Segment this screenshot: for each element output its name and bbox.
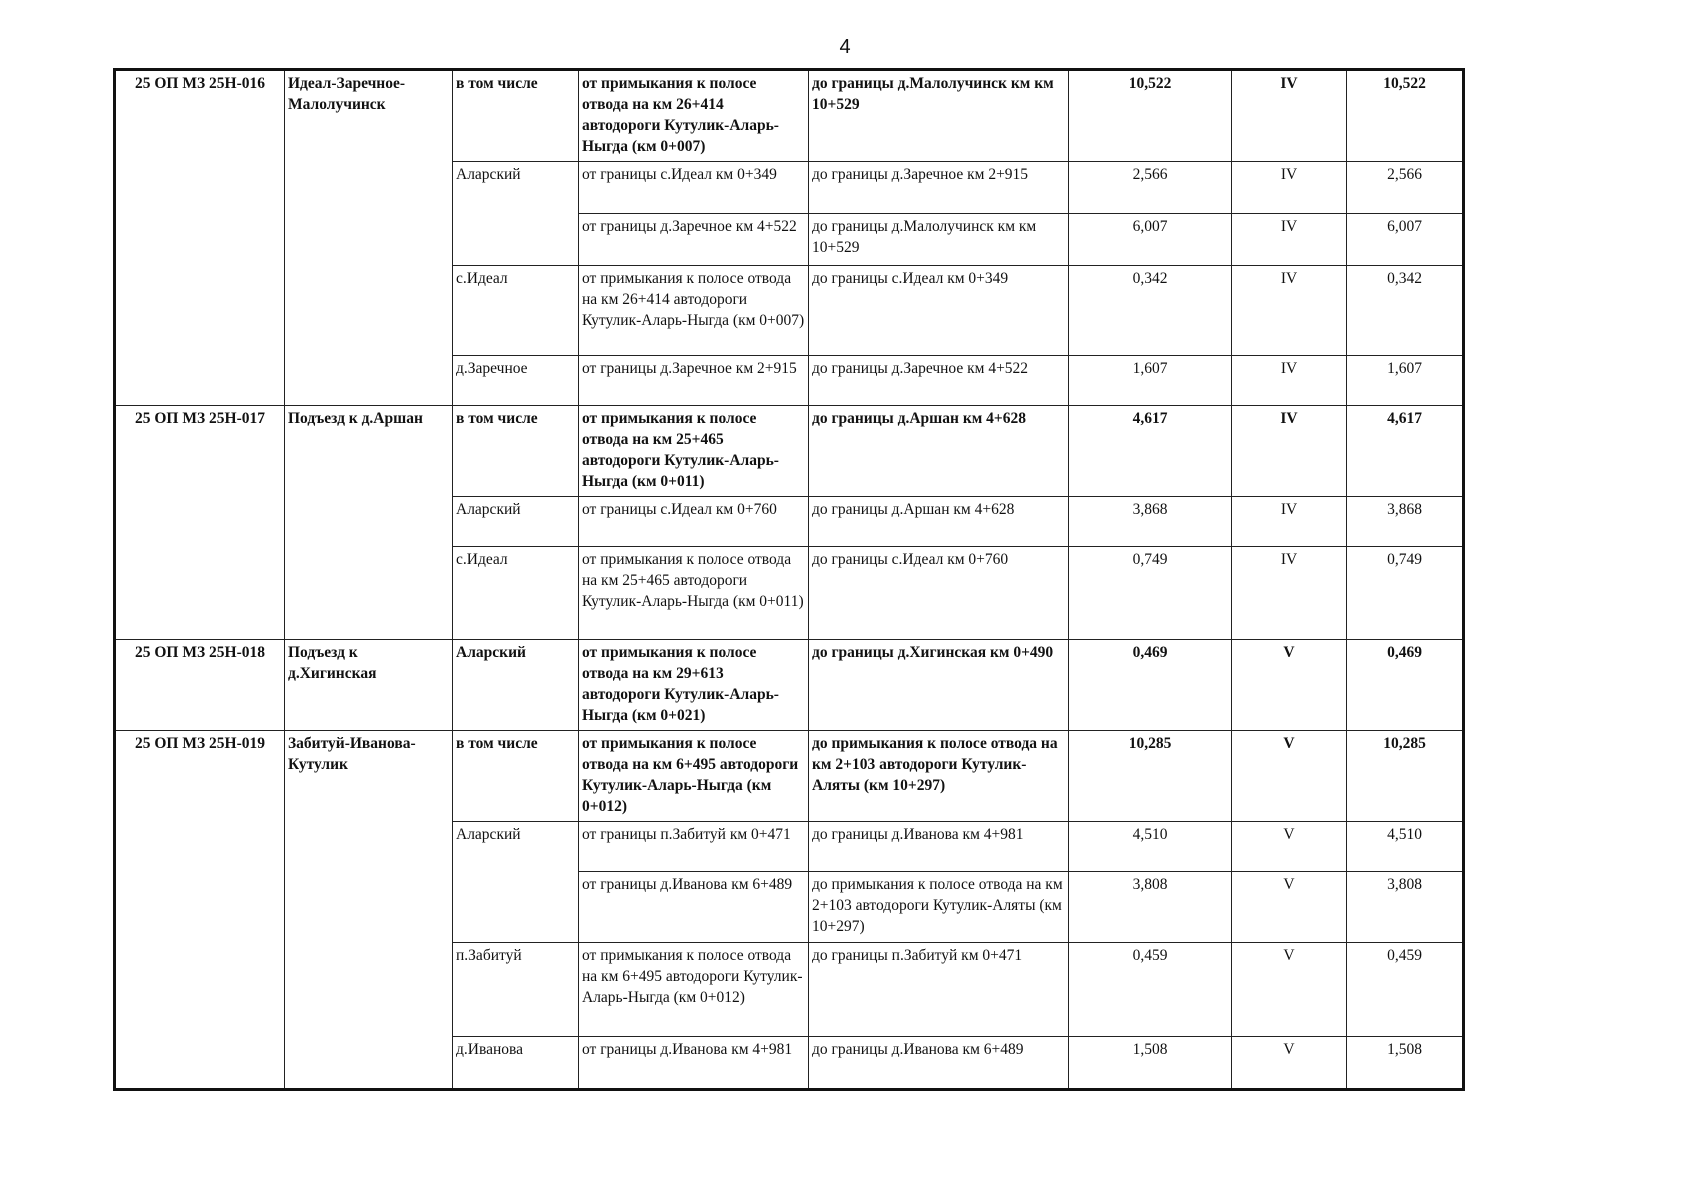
segment-category: V	[1232, 731, 1347, 822]
segment-to: до границы с.Идеал км 0+760	[809, 547, 1069, 640]
road-name: Идеал-Заречное-Малолучинск	[285, 70, 453, 406]
road-code: 25 ОП МЗ 25Н-016	[115, 70, 285, 406]
segment-to: до границы д.Малолучинск км км 10+529	[809, 70, 1069, 162]
road-name: Забитуй-Иванова-Кутулик	[285, 731, 453, 1090]
segment-category: IV	[1232, 497, 1347, 547]
segment-from: от примыкания к полосе отвода на км 6+495 автодороги Кутулик-Аларь-Ныгда (км 0+012)	[579, 731, 809, 822]
segment-area: с.Идеал	[453, 266, 579, 356]
segment-from: от примыкания к полосе отвода на км 26+414 автодороги Кутулик-Аларь-Ныгда (км 0+007)	[579, 266, 809, 356]
road-code: 25 ОП МЗ 25Н-018	[115, 640, 285, 731]
segment-from: от границы д.Иванова км 6+489	[579, 872, 809, 943]
segment-area: д.Иванова	[453, 1037, 579, 1090]
segment-category: V	[1232, 872, 1347, 943]
segment-from: от границы д.Заречное км 4+522	[579, 214, 809, 266]
segment-area: в том числе	[453, 406, 579, 497]
segment-to: до границы д.Аршан км 4+628	[809, 406, 1069, 497]
segment-category: V	[1232, 822, 1347, 872]
table-row	[115, 406, 1464, 497]
segment-to: до границы д.Хигинская км 0+490	[809, 640, 1069, 731]
page-number: 4	[839, 36, 851, 58]
segment-length: 4,617	[1069, 406, 1232, 497]
segment-area: п.Забитуй	[453, 943, 579, 1037]
segment-category: IV	[1232, 214, 1347, 266]
segment-length-total: 10,522	[1347, 70, 1464, 162]
segment-length: 0,749	[1069, 547, 1232, 640]
segment-length-total: 4,510	[1347, 822, 1464, 872]
segment-length: 10,522	[1069, 70, 1232, 162]
segment-area: с.Идеал	[453, 547, 579, 640]
segment-length: 1,607	[1069, 356, 1232, 406]
segment-length-total: 3,868	[1347, 497, 1464, 547]
segment-category: V	[1232, 1037, 1347, 1090]
segment-from: от примыкания к полосе отвода на км 26+414 автодороги Кутулик-Аларь-Ныгда (км 0+007)	[579, 70, 809, 162]
segment-length: 3,808	[1069, 872, 1232, 943]
segment-category: IV	[1232, 547, 1347, 640]
segment-category: IV	[1232, 356, 1347, 406]
segment-length: 2,566	[1069, 162, 1232, 214]
segment-category: IV	[1232, 162, 1347, 214]
road-name: Подъезд к д.Аршан	[285, 406, 453, 640]
segment-to: до границы п.Забитуй км 0+471	[809, 943, 1069, 1037]
segment-from: от примыкания к полосе отвода на км 29+613 автодороги Кутулик-Аларь-Ныгда (км 0+021)	[579, 640, 809, 731]
segment-length: 6,007	[1069, 214, 1232, 266]
segment-length: 0,469	[1069, 640, 1232, 731]
segment-length: 0,459	[1069, 943, 1232, 1037]
segment-to: до границы д.Заречное км 2+915	[809, 162, 1069, 214]
segment-to: до примыкания к полосе отвода на км 2+103 автодороги Кутулик-Аляты (км 10+297)	[809, 731, 1069, 822]
segment-area: в том числе	[453, 731, 579, 822]
road-code: 25 ОП МЗ 25Н-017	[115, 406, 285, 640]
segment-length: 3,868	[1069, 497, 1232, 547]
segment-from: от границы п.Забитуй км 0+471	[579, 822, 809, 872]
segment-category: V	[1232, 943, 1347, 1037]
segment-from: от примыкания к полосе отвода на км 25+465 автодороги Кутулик-Аларь-Ныгда (км 0+011)	[579, 406, 809, 497]
segment-length-total: 2,566	[1347, 162, 1464, 214]
segment-from: от границы с.Идеал км 0+760	[579, 497, 809, 547]
segment-to: до границы д.Аршан км 4+628	[809, 497, 1069, 547]
segment-area: Аларский	[453, 822, 579, 943]
segment-area: Аларский	[453, 640, 579, 731]
segment-to: до границы с.Идеал км 0+349	[809, 266, 1069, 356]
segment-length: 10,285	[1069, 731, 1232, 822]
segment-from: от границы д.Иванова км 4+981	[579, 1037, 809, 1090]
segment-length-total: 1,508	[1347, 1037, 1464, 1090]
segment-length-total: 0,749	[1347, 547, 1464, 640]
road-name: Подъезд к д.Хигинская	[285, 640, 453, 731]
table-row	[115, 640, 1464, 731]
segment-to: до границы д.Малолучинск км км 10+529	[809, 214, 1069, 266]
segment-length-total: 10,285	[1347, 731, 1464, 822]
segment-length-total: 6,007	[1347, 214, 1464, 266]
segment-length: 4,510	[1069, 822, 1232, 872]
segment-to: до границы д.Иванова км 4+981	[809, 822, 1069, 872]
segment-to: до границы д.Заречное км 4+522	[809, 356, 1069, 406]
segment-length-total: 0,459	[1347, 943, 1464, 1037]
table-row	[115, 70, 1464, 162]
segment-category: IV	[1232, 70, 1347, 162]
roads-table	[113, 68, 1465, 1091]
segment-to: до примыкания к полосе отвода на км 2+103 автодороги Кутулик-Аляты (км 10+297)	[809, 872, 1069, 943]
segment-from: от примыкания к полосе отвода на км 25+465 автодороги Кутулик-Аларь-Ныгда (км 0+011)	[579, 547, 809, 640]
segment-from: от границы д.Заречное км 2+915	[579, 356, 809, 406]
segment-area: в том числе	[453, 70, 579, 162]
segment-length: 0,342	[1069, 266, 1232, 356]
segment-category: IV	[1232, 406, 1347, 497]
segment-area: Аларский	[453, 162, 579, 266]
segment-length-total: 3,808	[1347, 872, 1464, 943]
segment-category: IV	[1232, 266, 1347, 356]
road-code: 25 ОП МЗ 25Н-019	[115, 731, 285, 1090]
segment-length-total: 0,469	[1347, 640, 1464, 731]
segment-from: от примыкания к полосе отвода на км 6+495 автодороги Кутулик-Аларь-Ныгда (км 0+012)	[579, 943, 809, 1037]
segment-category: V	[1232, 640, 1347, 731]
segment-area: Аларский	[453, 497, 579, 547]
segment-area: д.Заречное	[453, 356, 579, 406]
segment-to: до границы д.Иванова км 6+489	[809, 1037, 1069, 1090]
segment-from: от границы с.Идеал км 0+349	[579, 162, 809, 214]
segment-length-total: 4,617	[1347, 406, 1464, 497]
segment-length-total: 1,607	[1347, 356, 1464, 406]
segment-length-total: 0,342	[1347, 266, 1464, 356]
segment-length: 1,508	[1069, 1037, 1232, 1090]
table-row	[115, 731, 1464, 822]
